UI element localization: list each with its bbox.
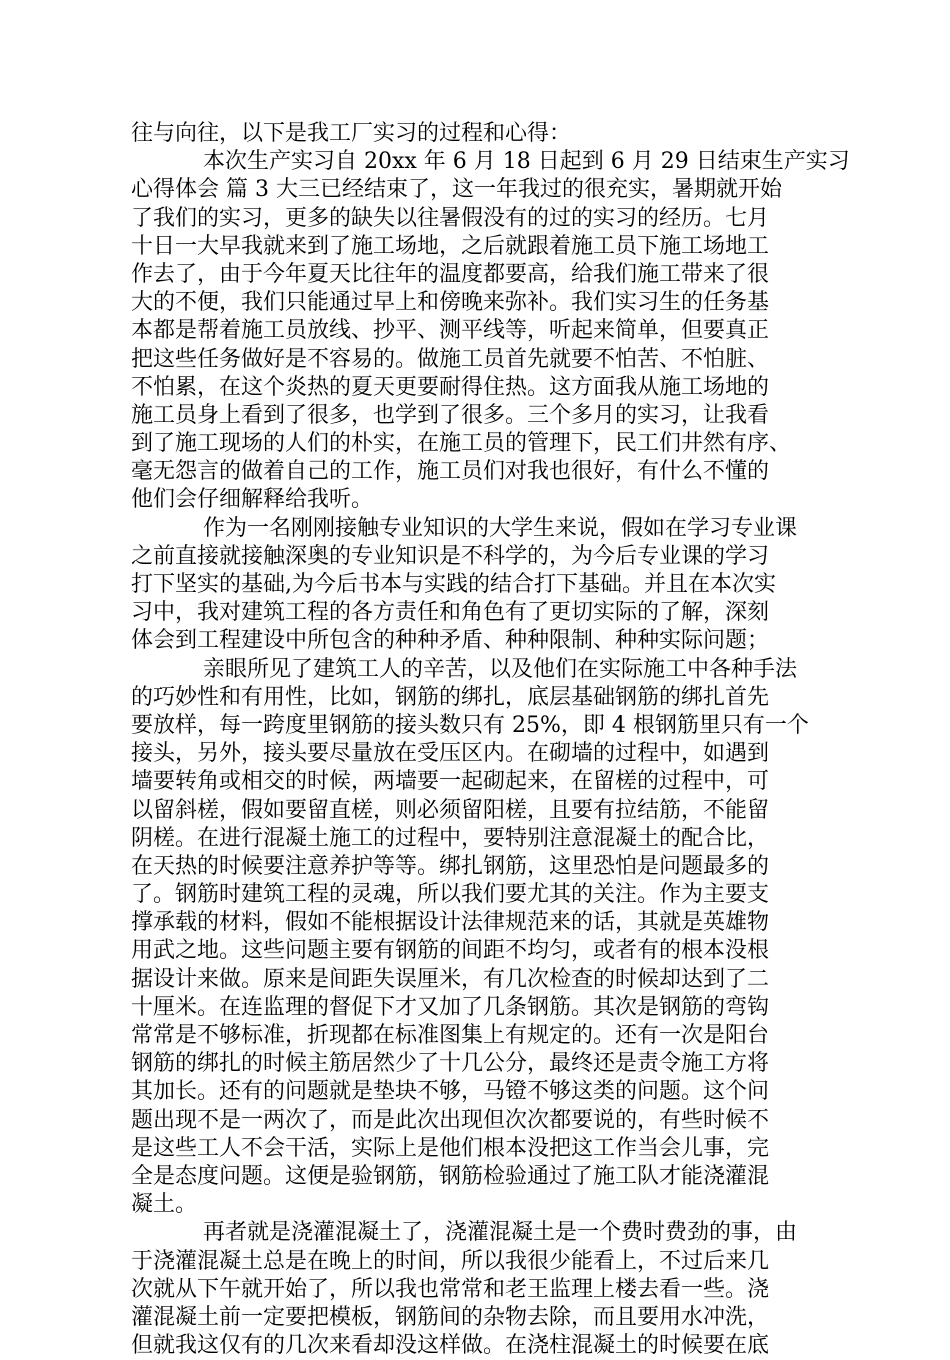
text-line: 把这些任务做好是不容易的。做施工员首先就要不怕苦、不怕脏、 — [131, 346, 770, 372]
text-line: 作为一名刚刚接触专业知识的大学生来说，假如在学习专业课 — [203, 515, 798, 541]
text-line: 本次生产实习自 20xx 年 6 月 18 日起到 6 月 29 日结束生产实习 — [203, 149, 850, 175]
text-line: 大的不便，我们只能通过早上和傍晚来弥补。我们实习生的任务基 — [131, 290, 770, 316]
text-line: 接头，另外，接头要尽量放在受压区内。在砌墙的过程中，如遇到 — [131, 741, 770, 767]
text-line: 之前直接就接触深奥的专业知识是不科学的，为今后专业课的学习 — [131, 543, 770, 569]
text-line: 阴槎。在进行混凝土施工的过程中，要特别注意混凝土的配合比， — [131, 825, 770, 851]
text-line: 往与向往，以下是我工厂实习的过程和心得： — [131, 121, 572, 146]
text-line: 次就从下午就开始了，所以我也常常和老王监理上楼去看一些。浇 — [131, 1276, 770, 1302]
text-line: 在天热的时候要注意养护等等。绑扎钢筋，这里恐怕是问题最多的 — [131, 853, 770, 879]
text-line: 体会到工程建设中所包含的种种矛盾、种种限制、种种实际问题； — [131, 628, 770, 654]
text-line: 十厘米。在连监理的督促下才又加了几条钢筋。其次是钢筋的弯钩 — [131, 994, 770, 1020]
text-line: 打下坚实的基础,为今后书本与实践的结合打下基础。并且在本次实 — [131, 572, 776, 597]
body-text — [131, 120, 850, 1360]
text-line: 要放样，每一跨度里钢筋的接头数只有 25%，即 4 根钢筋里只有一个 — [131, 712, 809, 738]
text-line: 但就我这仅有的几次来看却没这样做。在浇柱混凝土的时候要在底 — [131, 1333, 770, 1359]
text-line: 到了施工现场的人们的朴实，在施工员的管理下，民工们井然有序、 — [131, 431, 792, 457]
text-line: 是这些工人不会干活，实际上是他们根本没把这工作当会儿事，完 — [131, 1135, 770, 1161]
text-line: 再者就是浇灌混凝土了，浇灌混凝土是一个费时费劲的事，由 — [203, 1220, 798, 1246]
text-line: 于浇灌混凝土总是在晚上的时间，所以我很少能看上，不过后来几 — [131, 1248, 770, 1274]
text-line: 其加长。还有的问题就是垫块不够，马镫不够这类的问题。这个问 — [131, 1079, 770, 1105]
text-line: 常常是不够标准，折现都在标准图集上有规定的。还有一次是阳台 — [131, 1023, 770, 1048]
text-line: 作去了，由于今年夏天比往年的温度都要高，给我们施工带来了很 — [131, 261, 770, 287]
text-line: 了。钢筋时建筑工程的灵魂，所以我们要尤其的关注。作为主要支 — [131, 882, 770, 908]
text-line: 用武之地。这些问题主要有钢筋的间距不均匀，或者有的根本没根 — [131, 938, 770, 964]
text-line: 习中，我对建筑工程的各方责任和角色有了更切实际的了解，深刻 — [131, 600, 770, 626]
text-line: 墙要转角或相交的时候，两墙要一起砌起来，在留槎的过程中，可 — [131, 769, 770, 795]
text-line: 的巧妙性和有用性，比如，钢筋的绑扎，底层基础钢筋的绑扎首先 — [131, 684, 770, 710]
text-line: 据设计来做。原来是间距失误厘米，有几次检查的时候却达到了二 — [131, 966, 770, 992]
text-line: 亲眼所见了建筑工人的辛苦，以及他们在实际施工中各种手法 — [203, 656, 798, 682]
text-line: 撑承载的材料，假如不能根据设计法律规范来的话，其就是英雄物 — [131, 910, 770, 936]
text-line: 以留斜槎，假如要留直槎，则必须留阳槎，且要有拉结筋，不能留 — [131, 797, 770, 823]
text-line: 题出现不是一两次了，而是此次出现但次次都要说的，有些时候不 — [131, 1107, 770, 1133]
text-line: 不怕累，在这个炎热的夏天更要耐得住热。这方面我从施工场地的 — [131, 374, 770, 400]
text-line: 全是态度问题。这便是验钢筋，钢筋检验通过了施工队才能浇灌混 — [131, 1163, 770, 1189]
text-line: 凝土。 — [131, 1192, 198, 1218]
text-line: 了我们的实习，更多的缺失以往暑假没有的过的实习的经历。七月 — [131, 205, 770, 231]
text-line: 他们会仔细解释给我听。 — [131, 487, 374, 513]
text-line: 本都是帮着施工员放线、抄平、测平线等，听起来简单，但要真正 — [131, 318, 770, 344]
text-line: 施工员身上看到了很多，也学到了很多。三个多月的实习，让我看 — [131, 402, 770, 428]
text-line: 毫无怨言的做着自己的工作，施工员们对我也很好，有什么不懂的 — [131, 459, 770, 485]
text-line: 钢筋的绑扎的时候主筋居然少了十几公分，最终还是责令施工方将 — [131, 1051, 770, 1077]
text-line: 心得体会 篇 3 大三已经结束了，这一年我过的很充实，暑期就开始 — [131, 177, 782, 203]
text-line: 十日一大早我就来到了施工场地，之后就跟着施工员下施工场地工 — [131, 233, 770, 259]
text-line: 灌混凝土前一定要把模板，钢筋间的杂物去除，而且要用水冲洗， — [131, 1304, 770, 1330]
